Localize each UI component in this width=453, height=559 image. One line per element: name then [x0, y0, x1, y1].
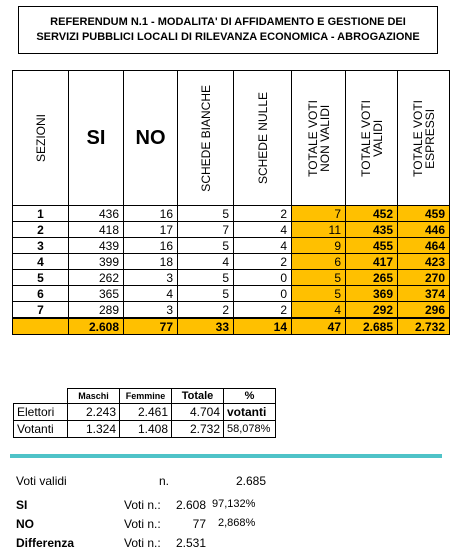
section-row: [13, 270, 450, 286]
section-row-cell: 418: [69, 222, 124, 238]
section-row-cell: 5: [178, 286, 234, 302]
total-cell: 2.608: [69, 318, 124, 335]
section-row-cell: 4: [234, 222, 292, 238]
section-row: [13, 238, 450, 254]
summary-diff-value: 2.531: [175, 536, 206, 550]
section-divider: [10, 454, 442, 458]
section-row-cell: 5: [292, 270, 346, 286]
total-cell: [13, 318, 69, 335]
section-row: [13, 222, 450, 238]
summary-si-pct: 97,132%: [212, 498, 256, 510]
section-row-cell: 2: [178, 302, 234, 319]
summary-diff-vn: Voti n.:: [124, 536, 161, 550]
section-row-cell: 5: [13, 270, 69, 286]
total-cell: 2.732: [398, 318, 450, 335]
section-row-cell: 436: [69, 206, 124, 222]
section-row-cell: 5: [178, 206, 234, 222]
total-cell: 33: [178, 318, 234, 335]
section-row-cell: 292: [346, 302, 398, 319]
section-row-cell: 1: [13, 206, 69, 222]
section-row-cell: 3: [124, 302, 178, 319]
section-row-cell: 296: [398, 302, 450, 319]
summary-differenza: [16, 536, 286, 552]
electors-corner: [14, 389, 68, 404]
electors-row-elettori: [14, 404, 276, 421]
section-row-cell: 7: [292, 206, 346, 222]
section-row-cell: 417: [346, 254, 398, 270]
section-row-cell: 4: [292, 302, 346, 319]
electors-pct: votanti: [224, 404, 276, 421]
section-row-cell: 2: [234, 206, 292, 222]
electors-totale: 2.732: [172, 421, 224, 438]
electors-header-femmine: Femmine: [120, 389, 172, 404]
section-row-cell: 365: [69, 286, 124, 302]
electors-header-pct: %: [224, 389, 276, 404]
summary-validi-n: n.: [159, 474, 170, 488]
summary-no-label: NO: [16, 517, 34, 531]
section-row-cell: 2: [234, 254, 292, 270]
summary-no: [16, 517, 286, 533]
summary-si-value: 2.608: [175, 498, 206, 512]
section-row-cell: 4: [234, 238, 292, 254]
summary-si: [16, 498, 286, 514]
section-row-cell: 6: [13, 286, 69, 302]
section-row-cell: 4: [178, 254, 234, 270]
section-row-cell: 435: [346, 222, 398, 238]
section-row-cell: 7: [13, 302, 69, 319]
header-totale-non-validi: TOTALE VOTI NON VALIDI: [292, 71, 346, 206]
section-row-cell: 399: [69, 254, 124, 270]
title-line-2: SERVIZI PUBBLICI LOCALI DI RILEVANZA ECONOMICA - ABROGAZIONE: [36, 31, 420, 43]
section-row-cell: 423: [398, 254, 450, 270]
section-row-cell: 3: [13, 238, 69, 254]
section-row: [13, 206, 450, 222]
summary-validi-value: 2.685: [235, 474, 266, 488]
electors-femmine: 2.461: [120, 404, 172, 421]
header-totale-validi: TOTALE VOTI VALIDI: [346, 71, 398, 206]
section-row-cell: 459: [398, 206, 450, 222]
section-row: [13, 254, 450, 270]
header-si: SI: [69, 71, 124, 206]
section-row-cell: 452: [346, 206, 398, 222]
section-row-cell: 5: [178, 270, 234, 286]
section-row-cell: 439: [69, 238, 124, 254]
electors-row-votanti: [14, 421, 276, 438]
summary-no-pct: 2,868%: [218, 517, 256, 529]
electors-maschi: 1.324: [68, 421, 120, 438]
section-row-cell: 369: [346, 286, 398, 302]
section-row-cell: 0: [234, 286, 292, 302]
section-row: [13, 302, 450, 319]
summary-validi-label: Voti validi: [16, 474, 67, 488]
summary-si-label: SI: [16, 498, 28, 512]
results-header-row: [13, 71, 450, 206]
electors-label: Votanti: [14, 421, 68, 438]
title-line-1: REFERENDUM N.1 - MODALITA' DI AFFIDAMENTO E GESTIONE DEI: [50, 16, 406, 28]
electors-header-maschi: Maschi: [68, 389, 120, 404]
section-row-cell: 464: [398, 238, 450, 254]
electors-header-row: [14, 389, 276, 404]
section-row-cell: 17: [124, 222, 178, 238]
section-row-cell: 4: [13, 254, 69, 270]
header-schede-nulle: SCHEDE NULLE: [234, 71, 292, 206]
section-row-cell: 16: [124, 238, 178, 254]
section-row-cell: 2: [234, 302, 292, 319]
summary-no-value: 77: [192, 517, 206, 531]
section-row-cell: 18: [124, 254, 178, 270]
section-row-cell: 270: [398, 270, 450, 286]
section-row-cell: 11: [292, 222, 346, 238]
section-row: [13, 286, 450, 302]
totals-row: [13, 318, 450, 335]
header-schede-bianche: SCHEDE BIANCHE: [178, 71, 234, 206]
electors-label: Elettori: [14, 404, 68, 421]
section-row-cell: 7: [178, 222, 234, 238]
section-row-cell: 6: [292, 254, 346, 270]
section-row-cell: 16: [124, 206, 178, 222]
header-no: NO: [124, 71, 178, 206]
total-cell: 47: [292, 318, 346, 335]
summary-no-vn: Voti n.:: [124, 517, 161, 531]
electors-femmine: 1.408: [120, 421, 172, 438]
electors-table: [13, 388, 276, 438]
section-row-cell: 455: [346, 238, 398, 254]
referendum-title-box: [18, 6, 438, 54]
section-row-cell: 262: [69, 270, 124, 286]
section-row-cell: 446: [398, 222, 450, 238]
section-row-cell: 374: [398, 286, 450, 302]
summary-diff-label: Differenza: [16, 536, 75, 550]
electors-maschi: 2.243: [68, 404, 120, 421]
results-table: [12, 70, 450, 335]
section-row-cell: 2: [13, 222, 69, 238]
section-row-cell: 3: [124, 270, 178, 286]
total-cell: 77: [124, 318, 178, 335]
total-cell: 14: [234, 318, 292, 335]
summary-si-vn: Voti n.:: [124, 498, 161, 512]
electors-header-totale: Totale: [172, 389, 224, 404]
header-totale-espressi: TOTALE VOTI ESPRESSI: [398, 71, 450, 206]
summary-validi: [16, 474, 266, 490]
section-row-cell: 289: [69, 302, 124, 319]
section-row-cell: 5: [178, 238, 234, 254]
section-row-cell: 265: [346, 270, 398, 286]
section-row-cell: 0: [234, 270, 292, 286]
section-row-cell: 4: [124, 286, 178, 302]
header-sezioni: SEZIONI: [13, 71, 69, 206]
electors-totale: 4.704: [172, 404, 224, 421]
total-cell: 2.685: [346, 318, 398, 335]
section-row-cell: 5: [292, 286, 346, 302]
section-row-cell: 9: [292, 238, 346, 254]
electors-pct: 58,078%: [224, 421, 276, 438]
